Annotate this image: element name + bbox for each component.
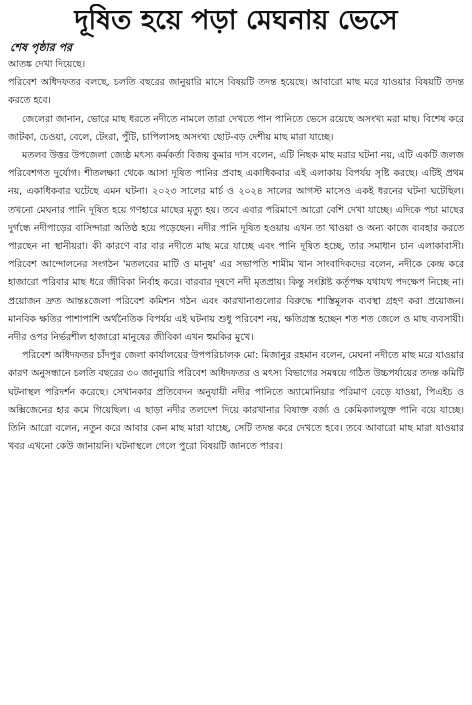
continuation-label: শেষ পৃষ্ঠার পর (10, 41, 73, 54)
paragraph: পরিবেশ অধিদফতর চাঁদপুর জেলা কার্যালয়ের উপপরিচালক মো: মিজানুর রহমান বলেন, মেঘনা নদীতে মাছ মরে যাওয়ার কারণ অনুসন্ধানে চলতি বছরের ৩০ জানুয়ারি পরিবেশ অধিদফতর ও মৎস্য বিভাগের সমন্বয়ে গঠিত উচ্চপর্যায়ের তদন্ত কমিটি ঘটনাস্থল পরিদর্শন করেছে। সেখানকার প্রতিবেদন অনুযায়ী নদীর পানিতে অ্যামোনিয়ার পরিমাণ বেড়ে যাওয়া, পিএইচ ও অক্সিজেনের হার কমে গিয়েছিল। এ ছাড়া নদীর তলদেশ দিয়ে কারখানার বিষাক্ত বর্জ্য ও কেমিক্যালযুক্ত পানি বয়ে যাচ্ছে। তিনি আরো বলেন, নতুন করে আবার কেন মাছ মারা যাচ্ছে, সেটি তদন্ত করে দেখতে হবে। তবে আবারো মাছ মারা যাওয়ার খবর এখনো কেউ জানায়নি। ঘটনাস্থলে গেলে পুরো বিষয়টি জানতে পারব। (8, 350, 464, 453)
paragraph: জেলেরা জানান, ভোরে মাছ ধরতে নদীতে নামলে তারা দেখতে পান পানিতে ভেসে রয়েছে অসংখ্য মরা মাছ। বিশেষ করে জাটকা, চেওয়া, বেলে, টেংরা, পুঁটি, চাপিলাসহ অসংখ্য ছোট-বড় দেশীয় মাছ মারা যাচ্ছে। (8, 113, 464, 143)
paragraph: পরিবেশ অধিদফতর বলছে, চলতি বছরের জানুয়ারি মাসে বিষয়টি তদন্ত হয়েছে। আবারো মাছ মরে যাওয়ার বিষয়টি তদন্ত করতে হবে। (8, 77, 464, 107)
paragraph: আতঙ্ক দেখা দিয়েছে। (8, 59, 86, 70)
article-body (8, 56, 464, 456)
headline: দূষিত হয়ে পড়া মেঘনায় ভেসে (74, 5, 398, 36)
paragraph: মতলব উত্তর উপজেলা জ্যেষ্ঠ মৎস্য কর্মকর্তা বিজয় কুমার দাস বলেন, এটি নিছক মাছ মরার ঘটনা নয়, এটি একটি জলজ পরিবেশগত দুর্যোগ। শীতলক্ষ্যা থেকে আসা দূষিত পানির প্রবাহ একাধিকবার এই এলাকায় বিপর্যয় সৃষ্টি করছে। এটিই প্রথম নয়, একাধিকবার ঘটেছে এমন ঘটনা। ২০২৩ সালের মার্চ ও ২০২৪ সালের আগস্ট মাসেও একই ধরনের ঘটনা ঘটেছিল। তখনো মেঘনার পানি দূষিত হয়ে গণহারে মাছের মৃত্যু হয়। তবে এবার পরিমাণে আরো বেশি দেখা যাচ্ছে। এদিকে পচা মাছের দুর্গন্ধে নদীপাড়ের বাসিন্দারা অতিষ্ঠ হয়ে পড়েছেন। নদীর পানি দূষিত হওয়ায় এখন তা খাওয়া ও অন্য কাজে ব্যবহার করতে পারছেন না স্থানীয়রা। কী কারণে বার বার নদীতে মাছ মরে যাচ্ছে এবং পানি দূষিত হচ্ছে, তার সমাধান চান এলাকাবাসী। পরিবেশ আন্দোলনের সংগঠন 'মতলবের মাটি ও মানুষ' এর সভাপতি শামীম খান সাংবাদিকদের বলেন, নদীকে কেন্দ্র করে হাজারো পরিবার মাছ ধরে জীবিকা নির্বাহ করে। বারবার দূষণে নদী মৃতপ্রায়। কিন্তু সংশ্লিষ্ট কর্তৃপক্ষ যথাযথ পদক্ষেপ নিচ্ছে না। প্রয়োজন দ্রুত আন্তঃজেলা পরিবেশ কমিশন গঠন এবং কারখানাগুলোর বিরুদ্ধে শাস্তিমূলক ব্যবস্থা গ্রহণ করা প্রয়োজন। মানবিক ক্ষতির পাশাপাশি অর্থনৈতিক বিপর্যয় এই ঘটনায় শুধু পরিবেশ নয়, ক্ষতিগ্রস্ত হচ্ছেন শত শত জেলে ও মাছ ব্যবসায়ী। নদীর ওপর নির্ভরশীল হাজারো মানুষের জীবিকা এখন হুমকির মুখে। (8, 150, 464, 344)
newspaper-clipping (0, 4, 472, 705)
